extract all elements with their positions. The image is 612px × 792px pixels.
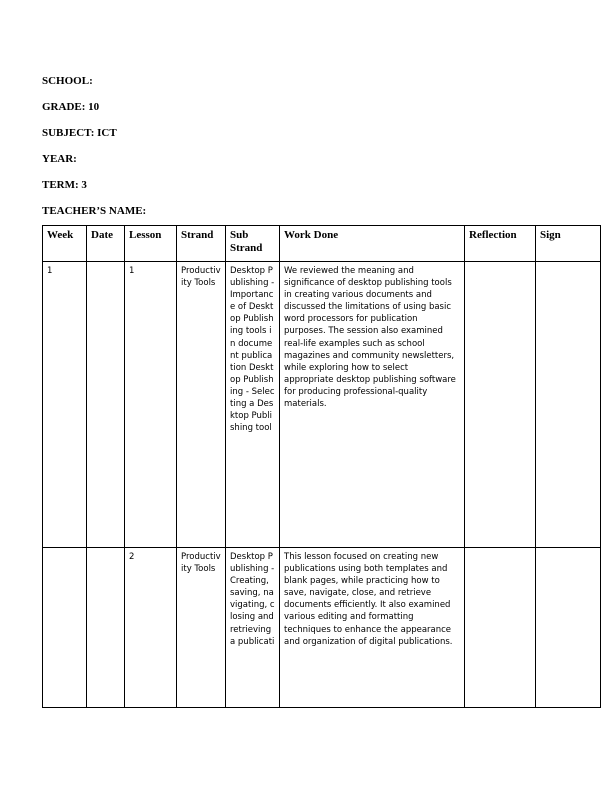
year-label: YEAR:: [42, 153, 77, 165]
column-header-sign: Sign: [536, 226, 601, 262]
column-header-work-done: Work Done: [280, 226, 465, 262]
cell-week: 1: [43, 262, 87, 548]
cell-sign: [536, 262, 601, 548]
cell-lesson: 1: [125, 262, 177, 548]
column-header-reflection: Reflection: [465, 226, 536, 262]
cell-date: [87, 548, 125, 708]
cell-sub-strand: Desktop Publishing - Creating, saving, navigating, closing and retrieving a publicati: [226, 548, 280, 708]
column-header-lesson: Lesson: [125, 226, 177, 262]
school-label: SCHOOL:: [42, 75, 93, 87]
subject-label: SUBJECT: ICT: [42, 127, 117, 139]
teacher-name-label: TEACHER’S NAME:: [42, 205, 147, 217]
table-header-row: [43, 226, 601, 262]
cell-strand: Productivity Tools: [177, 262, 226, 548]
cell-reflection: [465, 262, 536, 548]
term-label: TERM: 3: [42, 179, 87, 191]
column-header-strand: Strand: [177, 226, 226, 262]
column-header-date: Date: [87, 226, 125, 262]
cell-work-done: We reviewed the meaning and significance of desktop publishing tools in creating various documents and discussed the limitations of using basic word processors for publication purposes. The session also examined real-life examples such as school magazines and community newsletters, while exploring how to select appropriate desktop publishing software for producing professional-quality materials.: [280, 262, 465, 548]
cell-reflection: [465, 548, 536, 708]
cell-lesson: 2: [125, 548, 177, 708]
column-header-sub-strand: Sub Strand: [226, 226, 280, 262]
table-row: [43, 548, 601, 708]
cell-date: [87, 262, 125, 548]
cell-work-done: This lesson focused on creating new publications using both templates and blank pages, while practicing how to save, navigate, close, and retrieve documents efficiently. It also examined various editing and formatting techniques to enhance the appearance and organization of digital publications.: [280, 548, 465, 708]
cell-sub-strand: Desktop Publishing - Importance of Desktop Publishing tools in document publication Desktop Publishing - Selecting a Desktop Publishing tool: [226, 262, 280, 548]
table-row: [43, 262, 601, 548]
grade-label: GRADE: 10: [42, 101, 100, 113]
cell-strand: Productivity Tools: [177, 548, 226, 708]
column-header-week: Week: [43, 226, 87, 262]
cell-week: [43, 548, 87, 708]
lesson-record-table: [42, 225, 601, 708]
cell-sign: [536, 548, 601, 708]
